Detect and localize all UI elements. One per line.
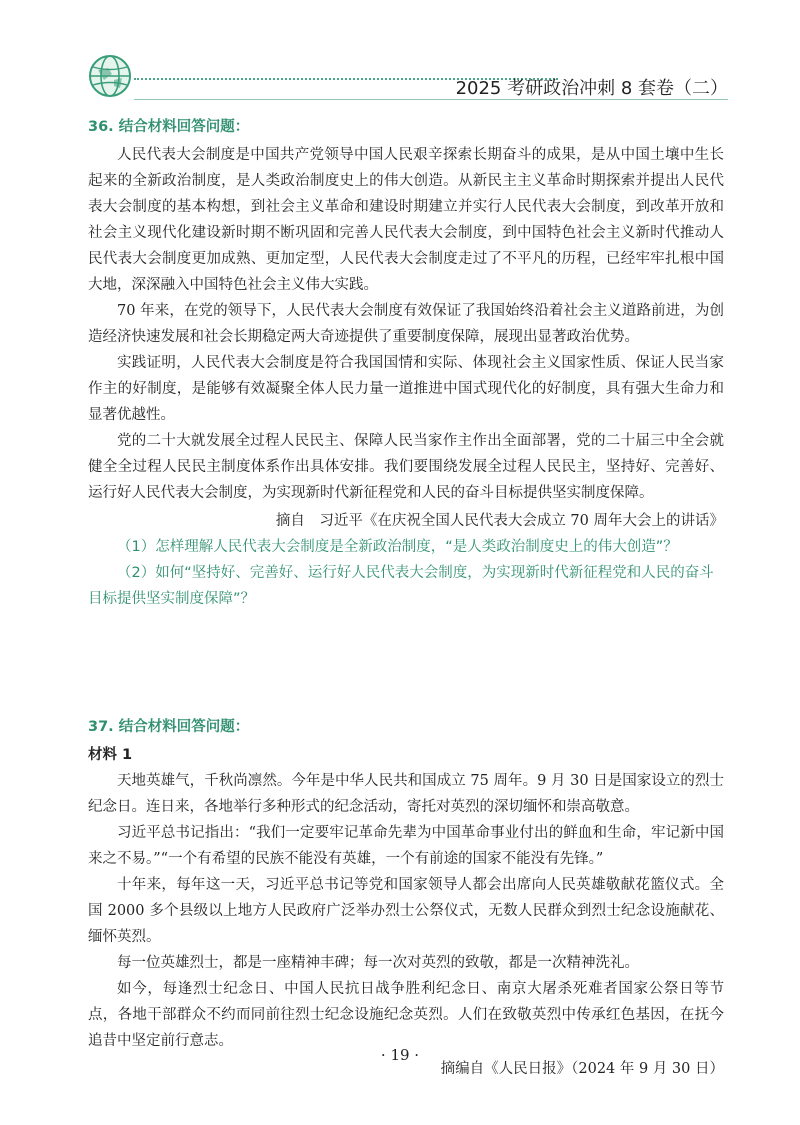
- q37-paragraph-2: 习近平总书记指出：“我们一定要牢记革命先辈为中国革命事业付出的鲜血和生命，牢记新中国来之不易。”“一个有希望的民族不能没有英雄，一个有前途的国家不能没有先锋。”: [88, 825, 724, 867]
- q36-sub-question-1: （1）怎样理解人民代表大会制度是全新政治制度，“是人类政治制度史上的伟大创造”？: [117, 539, 678, 555]
- q36-paragraph-3: 实践证明，人民代表大会制度是符合我国国情和实际、体现社会主义国家性质、保证人民当家作主的好制度，是能够有效凝聚全体人民力量一道推进中国式现代化的好制度，具有强大生命力和显著优越性。: [88, 355, 724, 423]
- q37-paragraph-1: 天地英雄气，千秋尚凛然。今年是中华人民共和国成立 75 周年。9 月 30 日是国家设立的烈士纪念日。连日来，各地举行多种形式的纪念活动，寄托对英烈的深切缅怀和崇高敬意。: [88, 773, 724, 815]
- q36-paragraph-2: 70 年来，在党的领导下，人民代表大会制度有效保证了我国始终沿着社会主义道路前进，为创造经济快速发展和社会长期稳定两大奇迹提供了重要制度保障，展现出显著政治优势。: [88, 303, 724, 345]
- q37-paragraph-3: 十年来，每年这一天，习近平总书记等党和国家领导人都会出席向人民英雄敬献花篮仪式。全国 2000 多个县级以上地方人民政府广泛举办烈士公祭仪式，无数人民群众到烈士纪念设施献花、缅怀英烈。: [88, 877, 724, 945]
- q37-source: 摘编自《人民日报》（2024 年 9 月 30 日）: [440, 1061, 724, 1077]
- question-36-title: 36. 结合材料回答问题：: [88, 119, 250, 135]
- question-36: [88, 114, 724, 612]
- q37-paragraph-5: 如今，每逢烈士纪念日、中国人民抗日战争胜利纪念日、南京大屠杀死难者国家公祭日等节点，各地干部群众不约而同前往烈士纪念设施纪念英烈。人们在致敬英烈中传承红色基因，在抚今追昔中坚定前行意志。: [88, 981, 724, 1049]
- q36-source: 摘自 习近平《在庆祝全国人民代表大会成立 70 周年大会上的讲话》: [275, 513, 724, 529]
- page-header: [88, 52, 728, 100]
- q36-paragraph-1: 人民代表大会制度是中国共产党领导中国人民艰辛探索长期奋斗的成果，是从中国土壤中生长起来的全新政治制度，是人类政治制度史上的伟大创造。从新民主主义革命时期探索并提出人民代表大会制度的基本构想，到社会主义革命和建设时期建立并实行人民代表大会制度，到改革开放和社会主义现代化建设新时期不断巩固和完善人民代表大会制度，到中国特色社会主义新时代推动人民代表大会制度更加成熟、更加定型，人民代表大会制度走过了不平凡的历程，已经牢牢扎根中国大地，深深融入中国特色社会主义伟大实践。: [88, 147, 724, 293]
- header-rule: [134, 99, 728, 100]
- q37-paragraph-4: 每一位英雄烈士，都是一座精神丰碑；每一次对英烈的致敬，都是一次精神洗礼。: [117, 955, 639, 971]
- page-header-title: 2025 考研政治冲刺 8 套卷（二）: [455, 78, 728, 99]
- globe-icon: [88, 54, 132, 98]
- question-37: [88, 714, 724, 1082]
- page-number: · 19 ·: [380, 1046, 420, 1064]
- question-37-title: 37. 结合材料回答问题：: [88, 719, 250, 735]
- q36-sub-question-2: （2）如何“坚持好、完善好、运行好人民代表大会制度，为实现新时代新征程党和人民的奋斗目标提供坚实制度保障”？: [88, 565, 714, 607]
- q36-paragraph-4: 党的二十大就发展全过程人民民主、保障人民当家作主作出全面部署，党的二十届三中全会就健全全过程人民民主制度体系作出具体安排。我们要围绕发展全过程人民民主，坚持好、完善好、运行好人民代表大会制度，为实现新时代新征程党和人民的奋斗目标提供坚实制度保障。: [88, 433, 724, 501]
- material-label: 材料 1: [88, 747, 133, 763]
